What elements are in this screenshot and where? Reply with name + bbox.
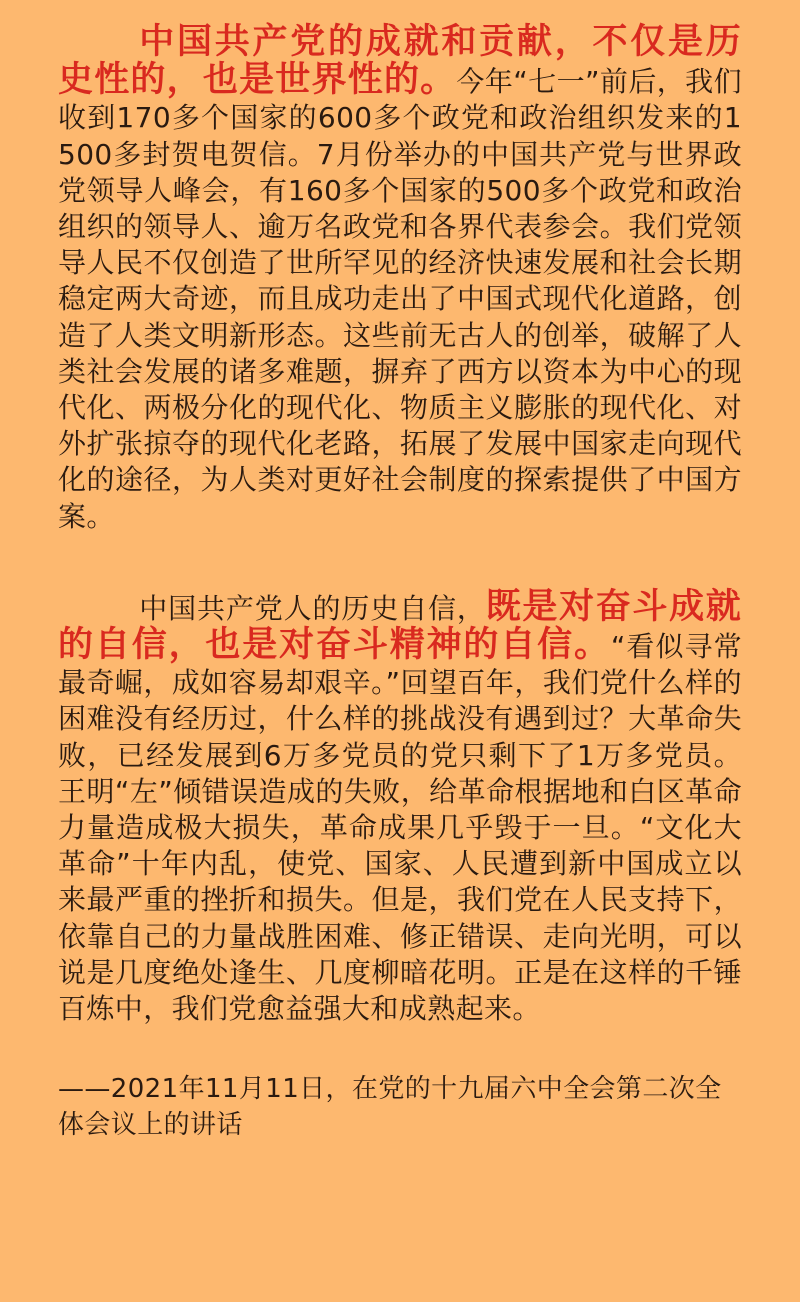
paragraph-body: 今年“七一”前后，我们收到170多个国家的600多个政党和政治组织发来的1500多封贺电贺信。7月份举办的中国共产党与世界政党领导人峰会，有160多个国家的500多个政党和政治组织的领导人、逾万名政党和各界代表参会。我们党领导人民不仅创造了世所罕见的经济快速发展和社会长期稳定两大奇迹，而且成功走出了中国式现代化道路，创造了人类文明新形态。这些前无古人的创举，破解了人类社会发展的诸多难题，摒弃了西方以资本为中心的现代化、两极分化的现代化、物质主义膨胀的现代化、对外扩张掠夺的现代化老路，拓展了发展中国家走向现代化的途径，为人类对更好社会制度的探索提供了中国方案。 (58, 65, 742, 533)
paragraph-confidence (58, 586, 742, 1027)
highlight-text: 中国共产党的成就和贡献，不仅是历史性的，也是世界性的。 (58, 22, 742, 101)
paragraph-lead: 中国共产党人的历史自信， (139, 591, 486, 625)
highlight-text: 既是对奋斗成就的自信，也是对奋斗精神的自信。 (58, 586, 742, 666)
paragraph-achievements (58, 24, 742, 535)
paragraph-body: “看似寻常最奇崛，成如容易却艰辛。”回望百年，我们党什么样的困难没有经历过，什么样的挑战没有遇到过？大革命失败，已经发展到6万多党员的党只剩下了1万多党员。王明“左”倾错误造成的失败，给革命根据地和白区革命力量造成极大损失，革命成果几乎毁于一旦。“文化大革命”十年内乱，使党、国家、人民遭到新中国成立以来最严重的挫折和损失。但是，我们党在人民支持下，依靠自己的力量战胜困难、修正错误、走向光明，可以说是几度绝处逢生、几度柳暗花明。正是在这样的千锤百炼中，我们党愈益强大和成熟起来。 (58, 630, 742, 1026)
source-attribution: ——2021年11月11日，在党的十九届六中全会第二次全体会议上的讲话 (58, 1074, 722, 1141)
